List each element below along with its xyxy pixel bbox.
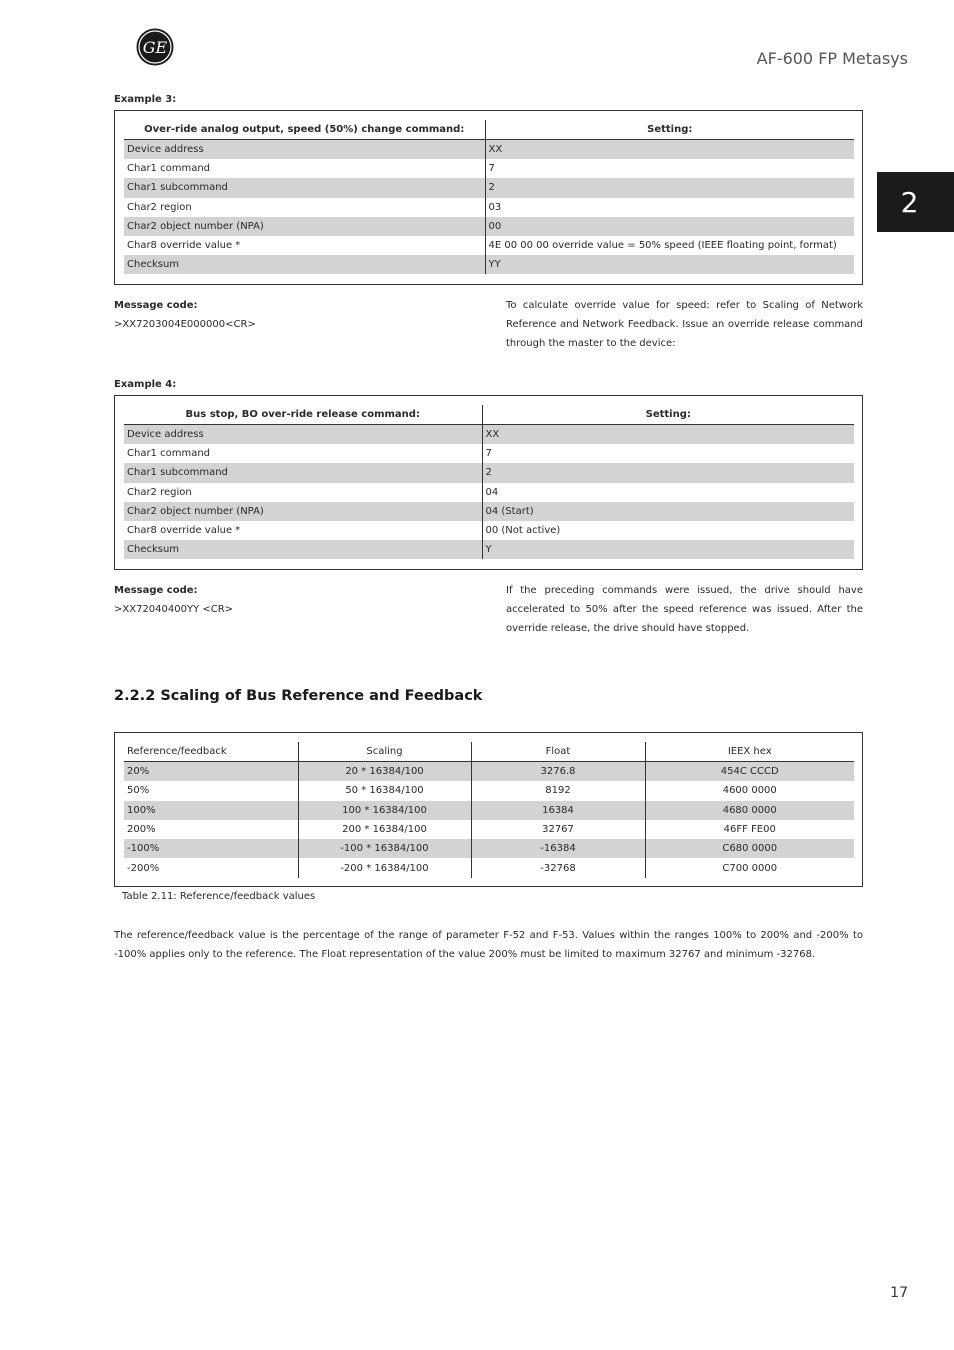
table-cell: Char2 object number (NPA) [124,217,485,236]
table-cell: C680 0000 [645,839,854,858]
table-cell: 04 (Start) [482,502,854,521]
table-cell: Y [482,540,854,559]
ref-col-header: Reference/feedback [124,742,298,762]
chapter-tab: 2 [877,172,954,232]
table-cell: Char8 override value * [124,236,485,255]
table-cell: 200% [124,820,298,839]
example3-msg-value: >XX7203004E000000<CR> [114,319,256,330]
table-row [124,255,854,274]
table-cell: 100% [124,801,298,820]
table-cell: 4E 00 00 00 override value = 50% speed (IEEE floating point, format) [488,240,837,252]
example4-msg-label: Message code: [114,585,198,596]
table-cell: Char1 command [124,444,482,463]
ref-col-header: Scaling [298,742,471,762]
table-cell: 7 [485,448,492,460]
table-cell: 7 [488,163,495,175]
table-cell: -32768 [471,858,645,877]
table-cell: C700 0000 [722,862,778,874]
table-cell: -200% [124,858,298,877]
table-row [124,236,854,255]
table-cell: 4680 0000 [645,801,854,820]
table-cell: Char8 override value * [124,521,482,540]
reference-feedback-table [124,742,854,878]
table-cell: Device address [124,140,485,160]
example3-table [124,120,854,274]
example3-label: Example 3: [114,94,177,105]
table-cell: Char1 subcommand [124,178,485,197]
table-cell: 454C CCCD [645,762,854,782]
table-cell: 04 [485,486,499,498]
section-heading: 2.2.2 Scaling of Bus Reference and Feedback [114,688,483,704]
table-cell: 50 * 16384/100 [298,781,471,800]
table-cell: 20% [124,762,298,782]
table-cell: 46FF FE00 [723,824,776,836]
table-cell: -200 * 16384/100 [298,858,471,877]
example4-col1-header: Bus stop, BO over-ride release command: [124,405,482,425]
table-cell: -16384 [471,839,645,858]
table-cell: Char2 object number (NPA) [124,502,482,521]
table-cell: Char1 subcommand [124,463,482,482]
table-cell: 20 * 16384/100 [298,762,471,782]
table-cell: 8192 [471,781,645,800]
table-cell: 200 * 16384/100 [298,820,471,839]
table-row [124,483,854,502]
table-row [124,762,854,782]
logo-lettering: GE [142,38,168,57]
table-cell: 00 (Not active) [485,525,561,537]
table-cell: XX [485,140,854,160]
table-cell: -100 * 16384/100 [298,839,471,858]
table-cell: 50% [124,781,298,800]
table-cell: Checksum [124,255,485,274]
table-row [124,540,854,559]
table-cell: 3276.8 [471,762,645,782]
table-cell: 100 * 16384/100 [298,801,471,820]
table-cell: 16384 [471,801,645,820]
table-row [124,521,854,540]
ge-logo-icon [136,28,174,66]
example4-msg-value: >XX72040400YY <CR> [114,604,234,615]
table-cell: -100% [124,839,298,858]
table-cell: Device address [124,425,482,445]
table-row [124,217,854,236]
table-row [124,425,854,445]
example3-table-box [114,110,863,285]
table-row [124,198,854,217]
table-row [124,159,854,178]
body-paragraph: The reference/feedback value is the percentage of the range of parameter F-52 and F-53. Values within the ranges 100% to 200% and -200% to -100% applies only to the reference. The Float representation of the value 200% must be limited to maximum 32767 and minimum -32768. [114,930,863,960]
example4-table-box [114,395,863,570]
table-cell: Char2 region [124,198,485,217]
example4-note: If the preceding commands were issued, the drive should have accelerated to 50% after the speed reference was issued. After the override release, the drive should have stopped. [506,585,863,634]
table-row [124,820,854,839]
table-row [124,502,854,521]
example3-message [114,296,256,334]
table-cell: 03 [488,201,502,213]
ref-col-header: Float [471,742,645,762]
table-row [124,444,854,463]
table-row [124,858,854,877]
example4-label: Example 4: [114,379,177,390]
example4-message [114,581,233,619]
table-cell: Checksum [124,540,482,559]
table-cell: 4600 0000 [722,785,777,797]
page-number: 17 [890,1285,908,1301]
table-row [124,178,854,197]
table-cell: XX [482,425,854,445]
table-cell: 2 [485,178,854,197]
ref-col-header: IEEX hex [645,742,854,762]
example3-note: To calculate override value for speed: refer to Scaling of Network Reference and Network Feedback. Issue an override release command through the master to the device: [506,300,863,349]
table-cell: Char1 command [124,159,485,178]
table-row [124,781,854,800]
table-cell: 2 [482,463,854,482]
example4-col2-header: Setting: [482,405,854,425]
table-cell: Char2 region [124,483,482,502]
table-row [124,140,854,160]
table-row [124,463,854,482]
table-cell: 32767 [471,820,645,839]
table-cell: YY [485,255,854,274]
table-row [124,839,854,858]
example3-msg-label: Message code: [114,300,198,311]
table-row [124,801,854,820]
table-caption: Table 2.11: Reference/feedback values [122,891,316,902]
reference-table-box [114,732,863,887]
table-cell: 00 [485,217,854,236]
example3-col2-header: Setting: [485,120,854,140]
example3-col1-header: Over-ride analog output, speed (50%) change command: [124,120,485,140]
document-title: AF-600 FP Metasys [756,49,908,68]
example4-table [124,405,854,559]
